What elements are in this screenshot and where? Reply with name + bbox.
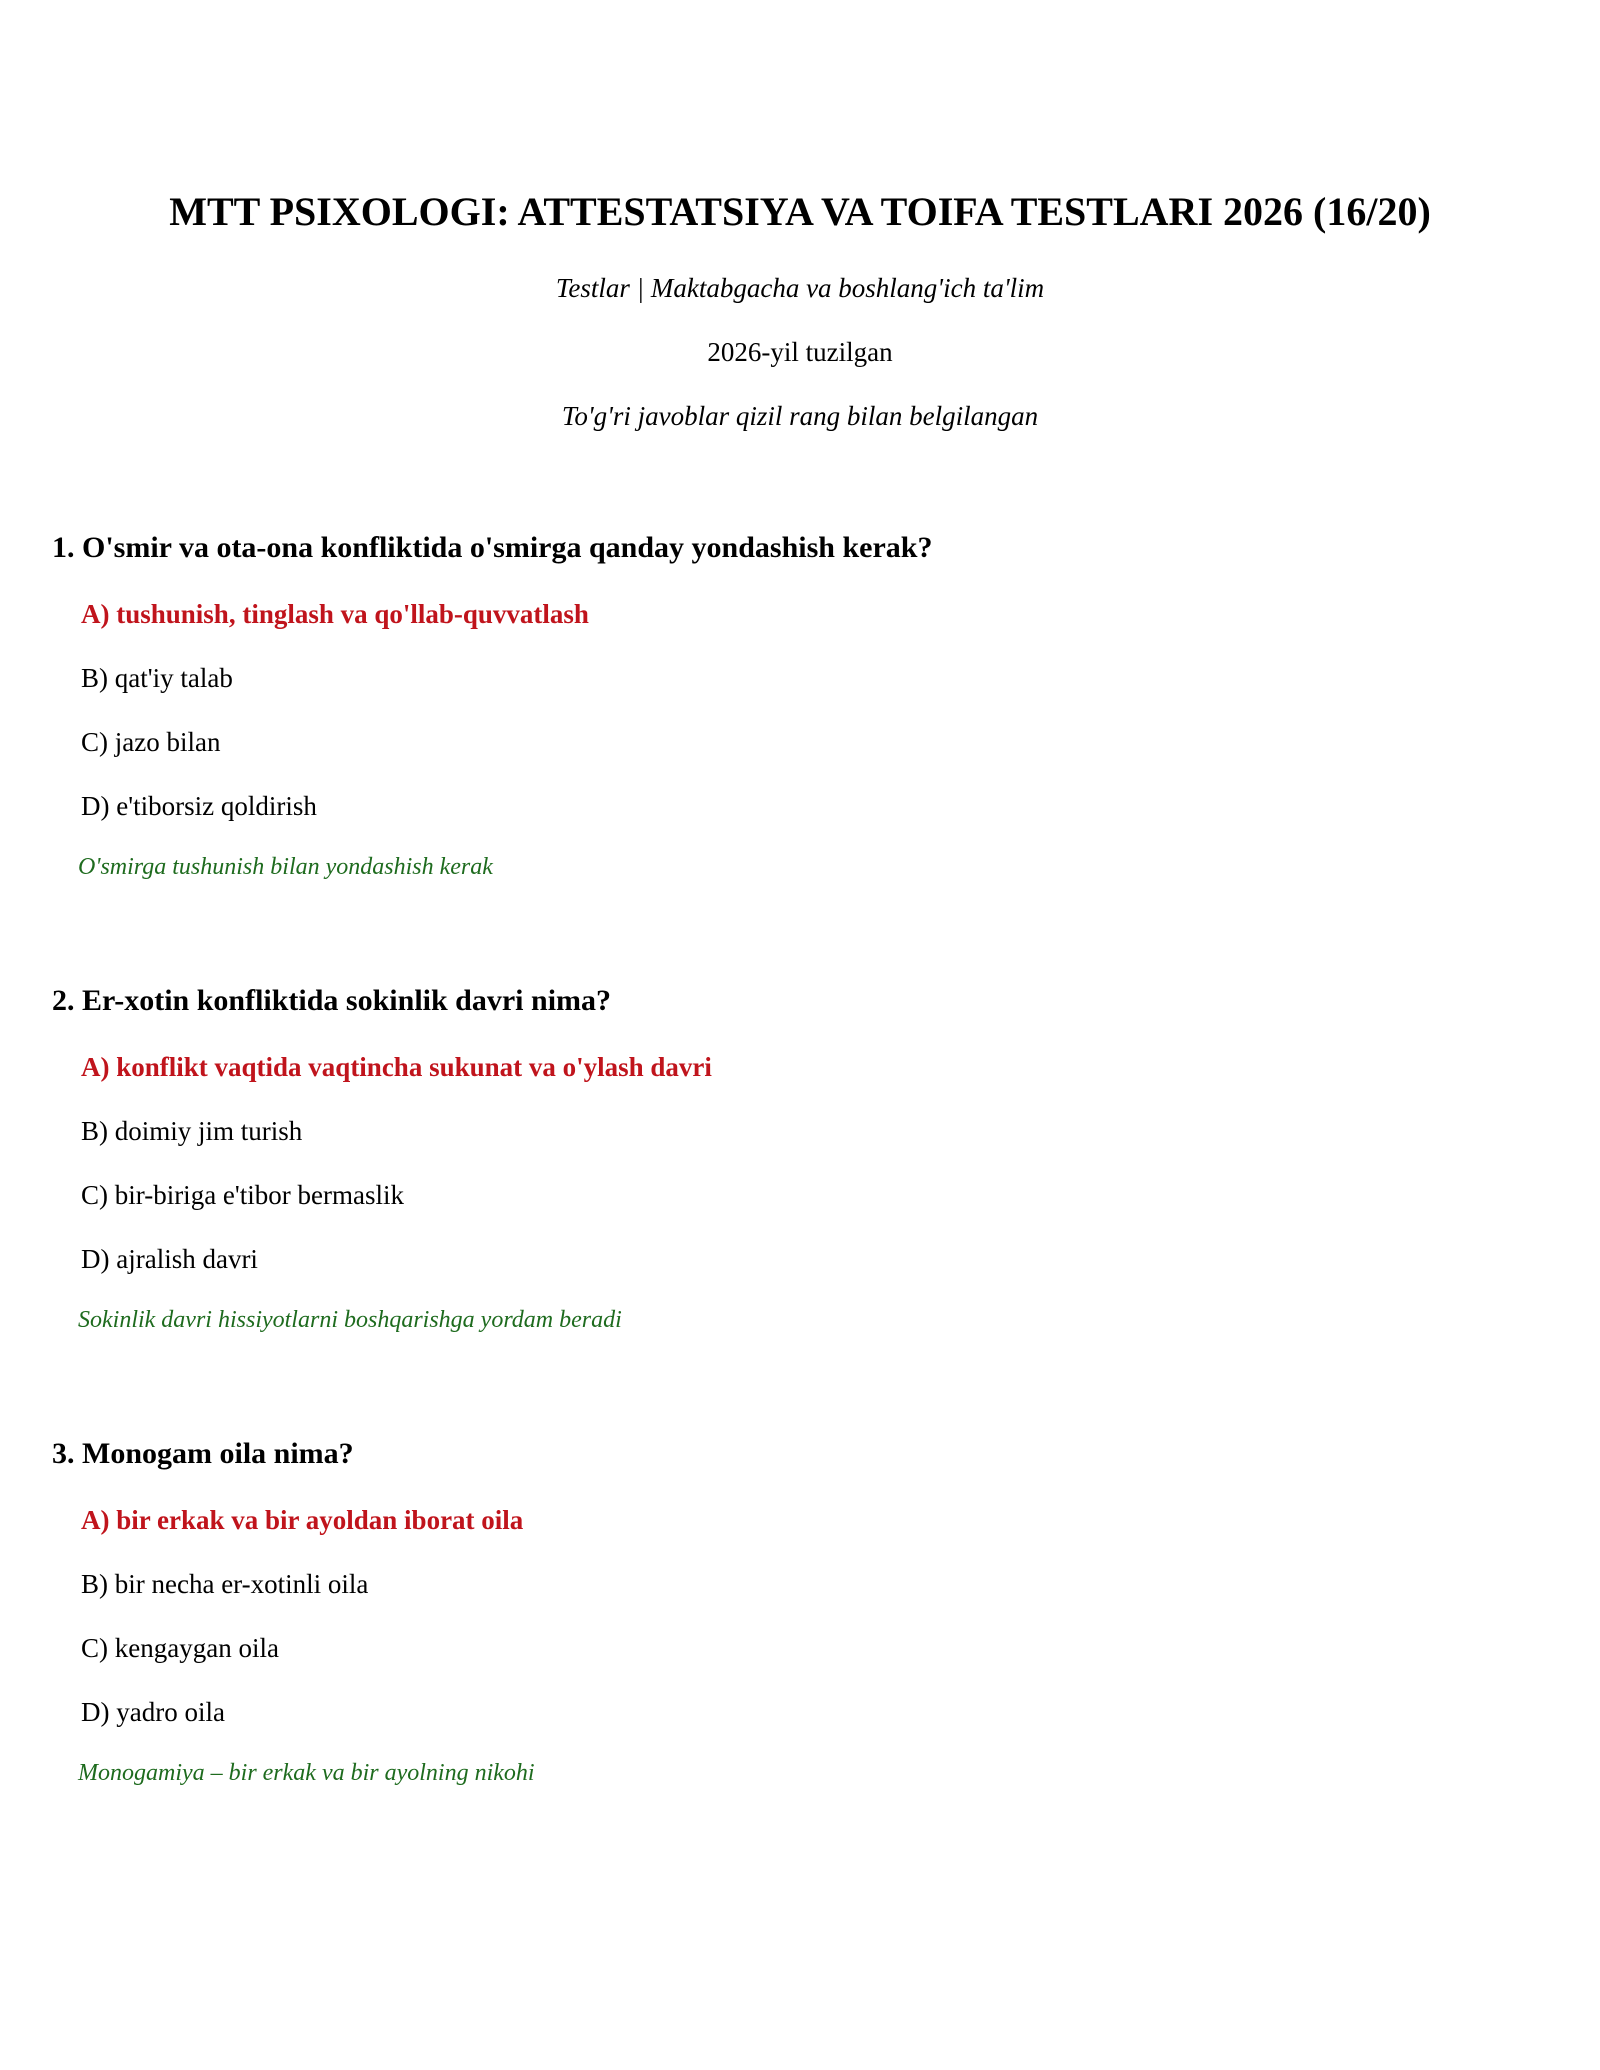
answer-option: D) ajralish davri <box>81 1244 258 1274</box>
answer-option-correct: A) tushunish, tinglash va qo'llab-quvvatlash <box>81 599 589 629</box>
answer-option: B) qat'iy talab <box>81 663 233 693</box>
page-subtitle: Testlar | Maktabgacha va boshlang'ich ta'lim <box>555 273 1045 303</box>
answer-option: D) e'tiborsiz qoldirish <box>81 791 317 821</box>
answer-explanation: O'smirga tushunish bilan yondashish kerak <box>78 854 493 880</box>
answer-option-correct: A) konflikt vaqtida vaqtincha sukunat va o'ylash davri <box>81 1052 712 1082</box>
question-block <box>52 530 1532 882</box>
question-text: 1. O'smir va ota-ona konfliktida o'smirga qanday yondashish kerak? <box>52 531 933 564</box>
answer-option: C) jazo bilan <box>81 727 221 757</box>
question-block <box>52 983 1532 1335</box>
answer-options <box>52 598 1532 822</box>
answer-option-correct: A) bir erkak va bir ayoldan iborat oila <box>81 1505 524 1535</box>
page-title: MTT PSIXOLOGI: ATTESTATSIYA VA TOIFA TESTLARI 2026 (16/20) <box>169 189 1431 234</box>
question-text: 3. Monogam oila nima? <box>52 1437 354 1470</box>
compiled-year: 2026-yil tuzilgan <box>707 337 893 367</box>
answer-key-note: To'g'ri javoblar qizil rang bilan belgilangan <box>561 401 1039 431</box>
answer-option: C) bir-biriga e'tibor bermaslik <box>81 1180 404 1210</box>
answer-explanation: Monogamiya – bir erkak va bir ayolning nikohi <box>78 1760 535 1786</box>
answer-option: D) yadro oila <box>81 1697 225 1727</box>
question-block <box>52 1436 1532 1788</box>
answer-options <box>52 1051 1532 1275</box>
answer-option: B) doimiy jim turish <box>81 1116 303 1146</box>
answer-option: B) bir necha er-xotinli oila <box>81 1569 369 1599</box>
answer-option: C) kengaygan oila <box>81 1633 279 1663</box>
answer-options <box>52 1504 1532 1728</box>
answer-explanation: Sokinlik davri hissiyotlarni boshqarishga yordam beradi <box>78 1307 622 1333</box>
question-text: 2. Er-xotin konfliktida sokinlik davri nima? <box>52 984 612 1017</box>
